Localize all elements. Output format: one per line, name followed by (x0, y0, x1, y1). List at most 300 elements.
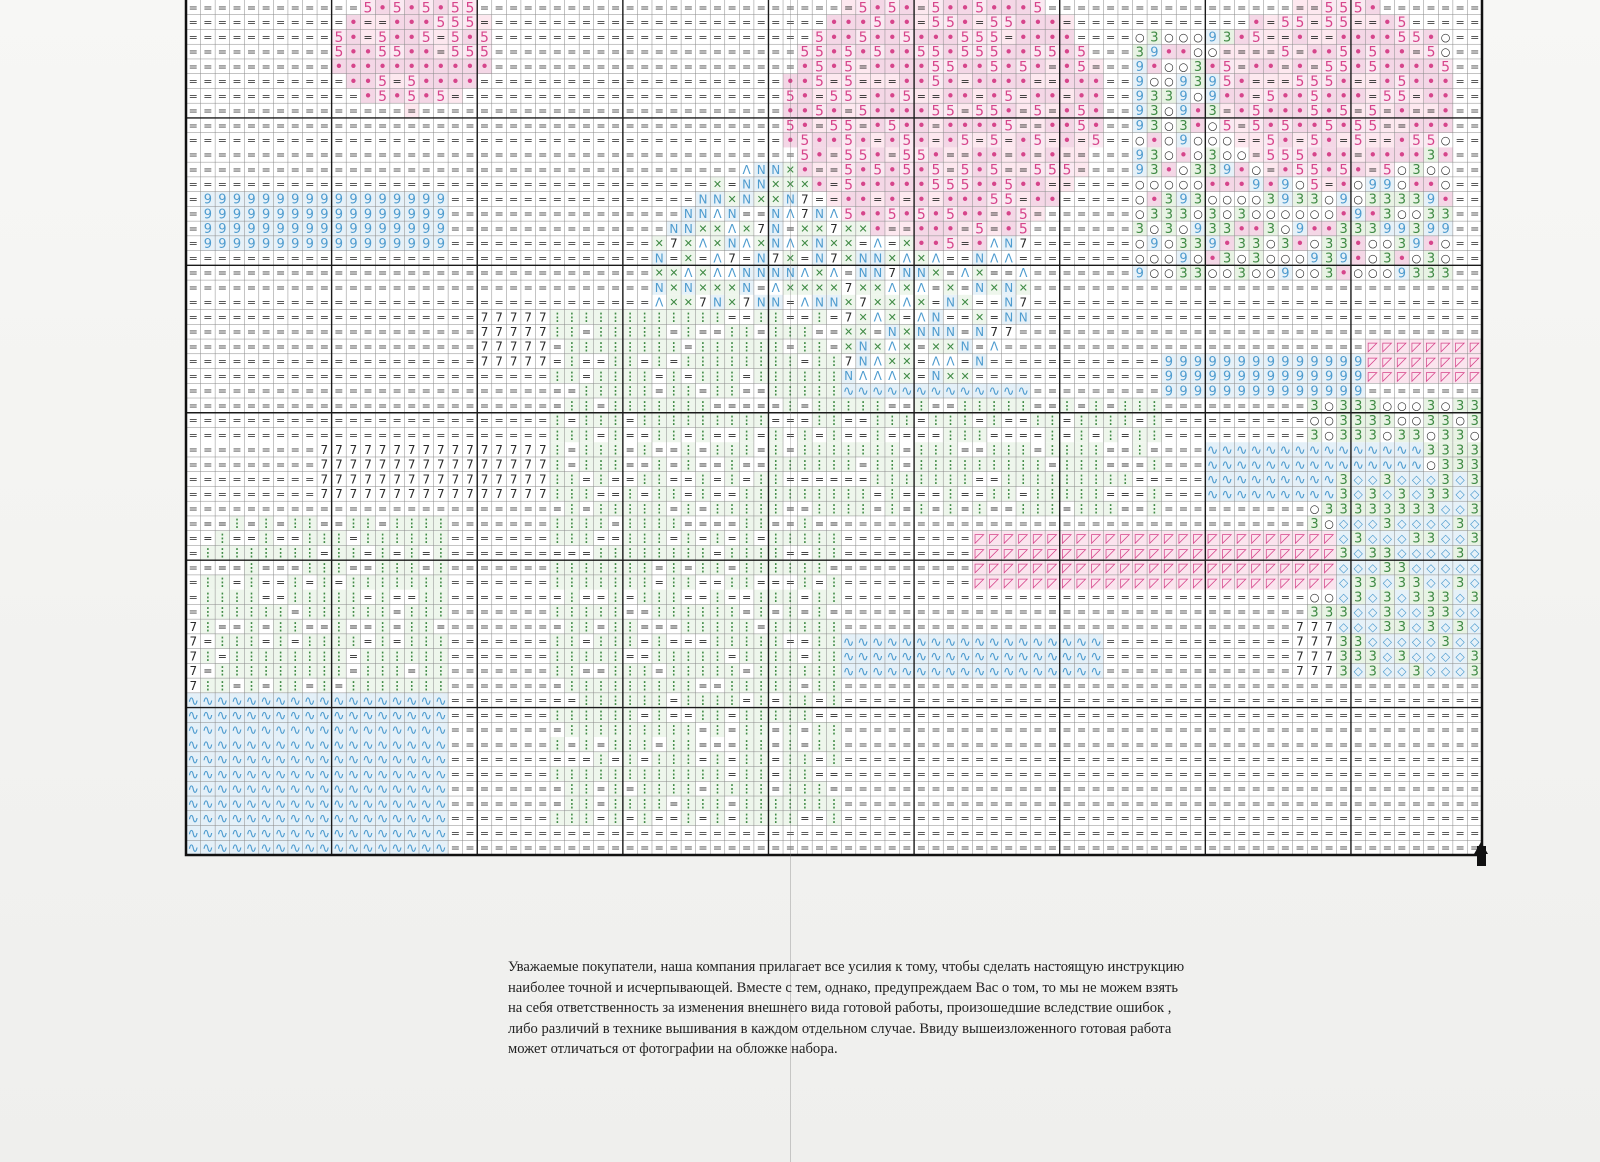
stitch-symbol: = (1077, 385, 1086, 398)
stitch-symbol: 9 (218, 237, 226, 252)
stitch-symbol: = (203, 562, 212, 575)
stitch-symbol: = (1048, 1, 1057, 14)
stitch-symbol: = (436, 414, 445, 427)
stitch-symbol: ⁝ (671, 515, 676, 533)
stitch-symbol: 3 (1340, 414, 1348, 429)
stitch-symbol: ◇ (1339, 531, 1349, 545)
stitch-symbol: = (1062, 252, 1071, 265)
stitch-symbol: = (1077, 355, 1086, 368)
stitch-symbol: ○ (1441, 252, 1451, 265)
stitch-symbol: 7 (335, 472, 343, 486)
stitch-symbol: = (1252, 296, 1261, 309)
stitch-symbol: 5 (334, 45, 343, 61)
stitch-symbol: = (1033, 119, 1042, 132)
stitch-symbol: • (349, 72, 358, 90)
stitch-symbol: ⁝ (555, 412, 560, 430)
stitch-symbol: = (393, 119, 402, 132)
stitch-symbol: = (247, 46, 256, 59)
stitch-symbol: = (742, 60, 751, 73)
stitch-symbol: = (684, 473, 693, 486)
stitch-symbol: = (931, 488, 940, 501)
stitch-symbol: = (1252, 429, 1261, 442)
stitch-symbol: 5 (1354, 0, 1363, 16)
stitch-symbol: • (946, 117, 955, 135)
stitch-symbol: = (1019, 517, 1028, 530)
stitch-symbol: • (1194, 117, 1203, 135)
stitch-symbol: • (393, 28, 402, 46)
stitch-symbol: 7 (364, 472, 372, 486)
stitch-symbol: = (1062, 326, 1071, 339)
stitch-symbol: ○ (1179, 222, 1189, 235)
stitch-symbol: = (407, 503, 416, 516)
stitch-symbol: ○ (1383, 429, 1393, 442)
stitch-symbol: ○ (1135, 252, 1145, 265)
stitch-symbol: = (538, 517, 547, 530)
stitch-symbol: • (1427, 58, 1436, 76)
stitch-symbol: = (1310, 31, 1319, 44)
stitch-symbol: ○ (1310, 414, 1320, 427)
stitch-symbol: = (509, 429, 518, 442)
stitch-symbol: ∿ (1250, 443, 1262, 459)
stitch-symbol: 3 (1369, 488, 1377, 503)
stitch-symbol: = (203, 414, 212, 427)
stitch-symbol: = (1237, 399, 1246, 412)
stitch-symbol: 3 (1383, 414, 1391, 429)
stitch-symbol: = (1208, 16, 1217, 29)
stitch-symbol: = (1266, 16, 1275, 29)
stitch-symbol: 5 (990, 163, 999, 179)
stitch-symbol: = (1456, 149, 1465, 162)
stitch-symbol: = (553, 385, 562, 398)
stitch-symbol: ✕ (873, 281, 882, 294)
stitch-symbol: = (553, 119, 562, 132)
stitch-symbol: • (1150, 190, 1159, 208)
stitch-symbol: = (1135, 1, 1144, 14)
stitch-symbol: = (261, 1, 270, 14)
stitch-symbol: = (1150, 355, 1159, 368)
stitch-symbol: Ν (655, 251, 664, 265)
stitch-symbol: ✕ (931, 267, 940, 280)
stitch-symbol: = (538, 267, 547, 280)
stitch-symbol: ∿ (1381, 457, 1393, 473)
stitch-symbol: ⁝ (1035, 456, 1040, 474)
stitch-symbol: = (640, 488, 649, 501)
stitch-symbol: 3 (1412, 163, 1420, 178)
stitch-symbol: 7 (379, 472, 387, 486)
stitch-symbol: 9 (1136, 266, 1144, 281)
stitch-symbol: Ν (655, 281, 664, 295)
stitch-symbol: = (859, 562, 868, 575)
stitch-symbol: ⁝ (628, 529, 633, 547)
stitch-symbol: = (582, 134, 591, 147)
stitch-symbol: = (757, 31, 766, 44)
stitch-symbol: • (1048, 190, 1057, 208)
stitch-symbol: = (786, 311, 795, 324)
stitch-symbol: = (931, 281, 940, 294)
stitch-symbol: = (291, 340, 300, 353)
stitch-symbol: = (727, 517, 736, 530)
stitch-symbol: 3 (1369, 429, 1377, 444)
stitch-symbol: = (1412, 90, 1421, 103)
stitch-symbol: 3 (1456, 458, 1464, 473)
stitch-symbol: • (859, 176, 868, 194)
stitch-symbol: • (1019, 0, 1028, 17)
stitch-symbol: ⁝ (773, 353, 778, 371)
stitch-symbol: = (334, 503, 343, 516)
stitch-symbol: = (1339, 326, 1348, 339)
stitch-symbol: ⁝ (1021, 470, 1026, 488)
stitch-symbol: = (1048, 267, 1057, 280)
stitch-symbol: ◇ (1470, 517, 1480, 531)
stitch-symbol: = (1310, 281, 1319, 294)
stitch-symbol: • (1179, 43, 1188, 61)
stitch-symbol: 9 (1267, 355, 1275, 370)
stitch-symbol: ⁝ (555, 308, 560, 326)
stitch-symbol: = (1150, 444, 1159, 457)
stitch-symbol: = (1252, 503, 1261, 516)
stitch-symbol: ⁝ (715, 559, 720, 577)
stitch-symbol: = (669, 105, 678, 118)
stitch-symbol: • (1252, 58, 1261, 76)
stitch-symbol: ⁝ (963, 397, 968, 415)
stitch-symbol: = (189, 385, 198, 398)
stitch-symbol: = (291, 46, 300, 59)
stitch-symbol: = (203, 370, 212, 383)
stitch-symbol: = (1281, 340, 1290, 353)
stitch-symbol: = (1062, 149, 1071, 162)
stitch-symbol: = (291, 532, 300, 545)
stitch-symbol: 7 (422, 472, 430, 486)
stitch-symbol: = (946, 399, 955, 412)
stitch-symbol: = (538, 414, 547, 427)
stitch-symbol: = (655, 105, 664, 118)
stitch-symbol: = (713, 1, 722, 14)
stitch-symbol: ⁝ (628, 308, 633, 326)
stitch-symbol: • (1427, 176, 1436, 194)
stitch-symbol: = (626, 46, 635, 59)
stitch-symbol: = (247, 488, 256, 501)
stitch-symbol: ∿ (1309, 472, 1321, 488)
stitch-symbol: = (218, 31, 227, 44)
stitch-symbol: ⁝ (802, 515, 807, 533)
stitch-symbol: 5 (873, 45, 882, 61)
stitch-symbol: = (1354, 326, 1363, 339)
stitch-symbol: = (189, 547, 198, 560)
stitch-symbol: = (698, 105, 707, 118)
stitch-symbol: ⁝ (584, 397, 589, 415)
stitch-symbol: ⁝ (1021, 500, 1026, 518)
stitch-symbol: ⁝ (424, 515, 429, 533)
stitch-symbol: ∿ (1323, 487, 1335, 503)
stitch-symbol: = (1383, 311, 1392, 324)
stitch-symbol: 9 (349, 222, 357, 237)
stitch-symbol: 7 (321, 472, 329, 486)
stitch-symbol: = (1266, 340, 1275, 353)
stitch-symbol: ⁝ (788, 323, 793, 341)
stitch-symbol: = (480, 517, 489, 530)
stitch-symbol: ◸ (1426, 370, 1436, 385)
stitch-symbol: = (698, 517, 707, 530)
stitch-symbol: = (1339, 340, 1348, 353)
stitch-symbol: 5 (1019, 207, 1028, 223)
stitch-symbol: = (305, 119, 314, 132)
stitch-symbol: = (1470, 267, 1479, 280)
stitch-symbol: • (946, 28, 955, 46)
stitch-symbol: ◸ (1455, 370, 1465, 385)
stitch-symbol: ◇ (1426, 472, 1436, 486)
stitch-symbol: ⁝ (584, 338, 589, 356)
stitch-symbol: 5 (393, 45, 402, 61)
stitch-symbol: ⁝ (773, 441, 778, 459)
stitch-symbol: = (960, 281, 969, 294)
stitch-symbol: = (829, 75, 838, 88)
stitch-symbol: ⁝ (919, 397, 924, 415)
stitch-symbol: 3 (1136, 222, 1144, 237)
stitch-symbol: = (538, 1, 547, 14)
stitch-symbol: = (1456, 385, 1465, 398)
stitch-symbol: 5 (1310, 163, 1319, 179)
stitch-symbol: 3 (1310, 517, 1318, 532)
stitch-symbol: = (480, 193, 489, 206)
stitch-symbol: 7 (495, 354, 503, 368)
stitch-symbol: • (946, 87, 955, 105)
stitch-symbol: ○ (1295, 178, 1305, 191)
stitch-symbol: • (1048, 117, 1057, 135)
stitch-symbol: = (1062, 193, 1071, 206)
stitch-symbol: = (363, 267, 372, 280)
stitch-symbol: 3 (1310, 399, 1318, 414)
stitch-symbol: = (1106, 90, 1115, 103)
stitch-symbol: = (655, 90, 664, 103)
stitch-symbol: 9 (408, 237, 416, 252)
stitch-symbol: Ν (728, 207, 737, 221)
stitch-symbol: 3 (1340, 488, 1348, 503)
stitch-symbol: = (276, 16, 285, 29)
stitch-symbol: = (465, 267, 474, 280)
stitch-symbol: = (1033, 281, 1042, 294)
stitch-symbol: ⁝ (642, 338, 647, 356)
stitch-symbol: = (1135, 326, 1144, 339)
stitch-symbol: = (1310, 296, 1319, 309)
stitch-symbol: 7 (466, 472, 474, 486)
stitch-symbol: • (1296, 28, 1305, 46)
stitch-symbol: 5 (946, 236, 955, 252)
stitch-symbol: = (1062, 237, 1071, 250)
stitch-symbol: = (1354, 149, 1363, 162)
stitch-symbol: = (1441, 385, 1450, 398)
stitch-symbol: 5 (1441, 59, 1450, 75)
stitch-symbol: ○ (1397, 208, 1407, 221)
stitch-symbol: ⁝ (788, 529, 793, 547)
stitch-symbol: ◸ (1310, 546, 1320, 561)
stitch-symbol: 3 (1369, 399, 1377, 414)
stitch-symbol: = (888, 237, 897, 250)
stitch-symbol: 5 (1427, 45, 1436, 61)
stitch-symbol: ⁝ (613, 559, 618, 577)
stitch-symbol: 9 (1136, 163, 1144, 178)
stitch-symbol: = (960, 547, 969, 560)
stitch-symbol: 7 (422, 443, 430, 457)
stitch-symbol: = (363, 547, 372, 560)
stitch-symbol: ⁝ (686, 412, 691, 430)
stitch-symbol: 9 (1136, 90, 1144, 105)
stitch-symbol: = (727, 149, 736, 162)
stitch-symbol: ◸ (1441, 355, 1451, 370)
stitch-symbol: = (291, 399, 300, 412)
stitch-symbol: 3 (1471, 458, 1479, 473)
stitch-symbol: ⁝ (584, 485, 589, 503)
stitch-symbol: = (946, 163, 955, 176)
stitch-symbol: = (640, 237, 649, 250)
stitch-symbol: = (1470, 208, 1479, 221)
stitch-symbol: 7 (481, 340, 489, 354)
stitch-symbol: = (451, 134, 460, 147)
stitch-symbol: = (261, 149, 270, 162)
stitch-symbol: 7 (845, 281, 853, 295)
stitch-symbol: ◸ (1470, 355, 1480, 370)
stitch-symbol: = (422, 503, 431, 516)
stitch-symbol: = (640, 355, 649, 368)
stitch-symbol: = (1237, 60, 1246, 73)
stitch-symbol: ⁝ (657, 515, 662, 533)
stitch-symbol: = (349, 267, 358, 280)
stitch-symbol: 9 (262, 237, 270, 252)
stitch-symbol: ⁝ (890, 500, 895, 518)
stitch-symbol: ⁝ (890, 441, 895, 459)
stitch-symbol: = (1368, 296, 1377, 309)
stitch-symbol: = (334, 414, 343, 427)
stitch-symbol: • (975, 161, 984, 179)
stitch-symbol: ⁝ (832, 367, 837, 385)
stitch-symbol: ⁝ (642, 529, 647, 547)
stitch-symbol: ⁝ (977, 426, 982, 444)
stitch-symbol: = (320, 105, 329, 118)
stitch-symbol: = (611, 119, 620, 132)
stitch-symbol: 9 (1296, 370, 1304, 385)
stitch-symbol: = (261, 429, 270, 442)
stitch-symbol: 5 (902, 148, 911, 164)
stitch-symbol: ⁝ (788, 382, 793, 400)
stitch-symbol: = (291, 562, 300, 575)
stitch-symbol: = (1048, 75, 1057, 88)
stitch-symbol: ⁝ (861, 485, 866, 503)
stitch-symbol: = (888, 547, 897, 560)
stitch-symbol: 9 (1281, 384, 1289, 399)
stitch-symbol: 5 (917, 45, 926, 61)
stitch-symbol: • (1296, 117, 1305, 135)
stitch-symbol: = (305, 385, 314, 398)
stitch-symbol: = (698, 119, 707, 132)
stitch-symbol: = (1106, 311, 1115, 324)
stitch-symbol: Ν (931, 310, 940, 324)
stitch-symbol: = (1004, 267, 1013, 280)
stitch-symbol: 7 (801, 207, 809, 221)
stitch-symbol: = (1033, 517, 1042, 530)
stitch-symbol: = (1179, 311, 1188, 324)
stitch-symbol: = (640, 429, 649, 442)
stitch-symbol: = (538, 178, 547, 191)
stitch-symbol: 5 (1063, 163, 1072, 179)
stitch-symbol: = (1252, 90, 1261, 103)
stitch-symbol: = (1077, 281, 1086, 294)
stitch-symbol: = (291, 1, 300, 14)
stitch-symbol: = (917, 488, 926, 501)
stitch-symbol: = (1019, 370, 1028, 383)
stitch-symbol: = (960, 562, 969, 575)
stitch-symbol: ⁝ (395, 559, 400, 577)
stitch-symbol: = (232, 281, 241, 294)
stitch-symbol: = (1470, 296, 1479, 309)
stitch-symbol: = (305, 444, 314, 457)
stitch-symbol: = (1208, 414, 1217, 427)
stitch-symbol: 7 (350, 458, 358, 472)
stitch-symbol: 3 (1296, 193, 1304, 208)
stitch-symbol: = (582, 208, 591, 221)
stitch-symbol: 5 (946, 15, 955, 31)
stitch-symbol: • (1223, 176, 1232, 194)
stitch-symbol: = (320, 75, 329, 88)
stitch-symbol: • (1354, 161, 1363, 179)
stitch-symbol: = (1470, 311, 1479, 324)
stitch-symbol: 3 (1223, 252, 1231, 267)
stitch-symbol: ◸ (1091, 546, 1101, 561)
stitch-symbol: = (960, 105, 969, 118)
stitch-symbol: = (291, 16, 300, 29)
stitch-symbol: • (364, 58, 373, 76)
stitch-symbol: = (465, 252, 474, 265)
stitch-symbol: = (567, 16, 576, 29)
stitch-symbol: ⁝ (278, 544, 283, 562)
stitch-symbol: = (596, 222, 605, 235)
stitch-symbol: = (1266, 326, 1275, 339)
stitch-symbol: = (538, 237, 547, 250)
stitch-symbol: Ν (888, 325, 897, 339)
stitch-symbol: = (1033, 340, 1042, 353)
stitch-symbol: • (1354, 87, 1363, 105)
stitch-symbol: = (203, 458, 212, 471)
stitch-symbol: = (407, 355, 416, 368)
stitch-symbol: = (291, 355, 300, 368)
stitch-symbol: ⁝ (671, 412, 676, 430)
stitch-symbol: = (189, 503, 198, 516)
stitch-symbol: = (727, 105, 736, 118)
stitch-symbol: = (1150, 326, 1159, 339)
stitch-symbol: = (393, 105, 402, 118)
stitch-symbol: = (553, 237, 562, 250)
stitch-symbol: = (1281, 429, 1290, 442)
stitch-symbol: ⁝ (744, 426, 749, 444)
stitch-symbol: = (422, 163, 431, 176)
stitch-symbol: • (1310, 146, 1319, 164)
stitch-symbol: = (451, 237, 460, 250)
stitch-symbol: = (465, 385, 474, 398)
stitch-symbol: = (1252, 399, 1261, 412)
stitch-symbol: 3 (1398, 429, 1406, 444)
stitch-symbol: = (349, 296, 358, 309)
stitch-symbol: 7 (379, 443, 387, 457)
stitch-symbol: = (1339, 311, 1348, 324)
stitch-symbol: 9 (306, 193, 314, 208)
stitch-symbol: = (1004, 370, 1013, 383)
stitch-symbol: = (451, 149, 460, 162)
stitch-symbol: = (393, 149, 402, 162)
stitch-symbol: = (859, 517, 868, 530)
stitch-symbol: = (1470, 163, 1479, 176)
stitch-symbol: 7 (524, 325, 532, 339)
stitch-symbol: 3 (1150, 163, 1158, 178)
stitch-symbol: = (509, 75, 518, 88)
stitch-symbol: = (378, 311, 387, 324)
